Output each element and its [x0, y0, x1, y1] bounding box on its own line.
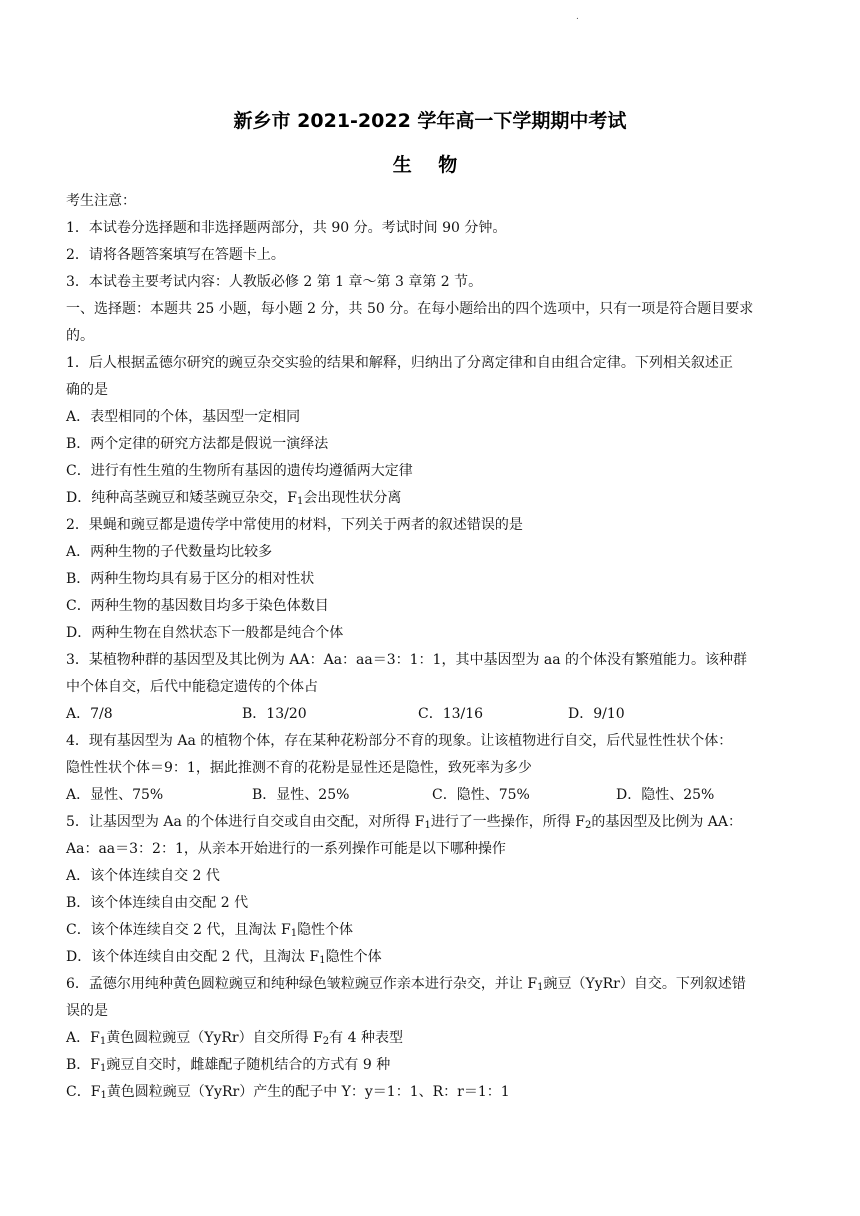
header-dot: . — [576, 12, 579, 22]
option-c: C．隐性、75% — [432, 787, 530, 803]
text: 进行了一些操作，所得 F — [430, 814, 585, 830]
text: 会出现性状分离 — [303, 490, 402, 506]
subscript: 1 — [290, 928, 298, 939]
question-stem-cont: 确的是 — [66, 382, 108, 398]
exam-content — [66, 188, 796, 1106]
text: 黄色圆粒豌豆（YyRr）自交所得 F — [106, 1030, 323, 1046]
option-a: A．表型相同的个体，基因型一定相同 — [66, 409, 301, 425]
subscript: 1 — [296, 496, 304, 507]
subscript: 1 — [319, 955, 326, 966]
text: B．F — [66, 1057, 101, 1073]
subscript: 2 — [584, 820, 592, 831]
options-row — [66, 782, 796, 809]
options-row — [66, 701, 796, 728]
text: 有 4 种表型 — [329, 1030, 403, 1046]
text: D．该个体连续自由交配 2 代，且淘汰 F — [66, 949, 320, 965]
notice-heading: 考生注意： — [66, 193, 136, 209]
text: 黄色圆粒豌豆（YyRr）产生的配子中 Y：y＝1：1、R：r＝1：1 — [106, 1084, 510, 1100]
option-b: B．13/20 — [242, 706, 307, 722]
text: 5．让基因型为 Aa 的个体进行自交或自由交配，对所得 F — [66, 814, 425, 830]
option-c — [66, 1079, 796, 1106]
notice-item: 3．本试卷主要考试内容：人教版必修 2 第 1 章～第 3 章第 2 节。 — [66, 274, 483, 290]
option-d — [66, 944, 796, 971]
text: 6．孟德尔用纯种黄色圆粒豌豆和纯种绿色皱粒豌豆作亲本进行杂交，并让 F — [66, 976, 538, 992]
subscript: 1 — [100, 1090, 107, 1101]
option-c: C．两种生物的基因数目均多于染色体数目 — [66, 598, 329, 614]
text: A．F — [66, 1030, 100, 1046]
question-stem: 1．后人根据孟德尔研究的豌豆杂交实验的结果和解释，归纳出了分离定律和自由组合定律。下列相关叙述正 — [66, 355, 733, 371]
subscript: 2 — [322, 1036, 330, 1047]
notice-item: 2．请将各题答案填写在答题卡上。 — [66, 247, 285, 263]
option-d: D．隐性、25% — [616, 787, 715, 803]
question-stem-cont: 隐性性状个体＝9：1，据此推测不育的花粉是显性还是隐性，致死率为多少 — [66, 760, 532, 776]
question-stem-cont: Aa：aa＝3：2：1，从亲本开始进行的一系列操作可能是以下哪种操作 — [66, 841, 506, 857]
option-a: A．显性、75% — [66, 787, 164, 803]
option-c: C．进行有性生殖的生物所有基因的遗传均遵循两大定律 — [66, 463, 413, 479]
text: D．纯种高茎豌豆和矮茎豌豆杂交，F — [66, 490, 297, 506]
section-instructions: 一、选择题：本题共 25 小题，每小题 2 分，共 50 分。在每小题给出的四个选项中，只有一项是符合题目要求 — [66, 301, 754, 317]
question-stem: 2．果蝇和豌豆都是遗传学中常使用的材料，下列关于两者的叙述错误的是 — [66, 517, 523, 533]
text: 隐性个体 — [297, 922, 354, 938]
subscript: 1 — [99, 1036, 107, 1047]
question-stem-cont: 误的是 — [66, 1003, 108, 1019]
question-stem: 3．某植物种群的基因型及其比例为 AA：Aa：aa＝3：1：1，其中基因型为 aa 的个体没有繁殖能力。该种群 — [66, 652, 748, 668]
option-d: D．两种生物在自然状态下一般都是纯合个体 — [66, 625, 344, 641]
text: 隐性个体 — [325, 949, 382, 965]
option-a: A．该个体连续自交 2 代 — [66, 868, 220, 884]
exam-title: 新乡市 2021-2022 学年高一下学期期中考试 — [233, 110, 627, 132]
subscript: 1 — [424, 820, 431, 831]
option-b: B．两个定律的研究方法都是假说一演绎法 — [66, 436, 329, 452]
question-stem — [66, 809, 796, 836]
question-stem-cont: 中个体自交，后代中能稳定遗传的个体占 — [66, 679, 318, 695]
question-stem — [66, 971, 796, 998]
text: 豌豆自交时，雌雄配子随机结合的方式有 9 种 — [106, 1057, 391, 1073]
notice-item: 1．本试卷分选择题和非选择题两部分，共 90 分。考试时间 90 分钟。 — [66, 220, 507, 236]
option-c: C．13/16 — [418, 706, 484, 722]
section-instructions-cont: 的。 — [66, 328, 94, 344]
option-a — [66, 1025, 796, 1052]
text: C．F — [66, 1084, 101, 1100]
text: C．该个体连续自交 2 代，且淘汰 F — [66, 922, 291, 938]
option-b — [66, 1052, 796, 1079]
option-a: A．7/8 — [66, 706, 113, 722]
option-b: B．两种生物均具有易于区分的相对性状 — [66, 571, 315, 587]
option-d — [66, 485, 796, 512]
text: 豌豆（YyRr）自交。下列叙述错 — [543, 976, 746, 992]
subscript: 1 — [537, 982, 544, 993]
subject-title: 生 物 — [392, 154, 468, 176]
option-c — [66, 917, 796, 944]
text: 的基因型及比例为 AA： — [591, 814, 743, 830]
option-a: A．两种生物的子代数量均比较多 — [66, 544, 273, 560]
subscript: 1 — [100, 1063, 107, 1074]
option-b: B．该个体连续自由交配 2 代 — [66, 895, 249, 911]
question-stem: 4．现有基因型为 Aa 的植物个体，存在某种花粉部分不育的现象。让该植物进行自交，后代显性性状个体： — [66, 733, 733, 749]
option-b: B．显性、25% — [252, 787, 350, 803]
option-d: D．9/10 — [568, 706, 625, 722]
